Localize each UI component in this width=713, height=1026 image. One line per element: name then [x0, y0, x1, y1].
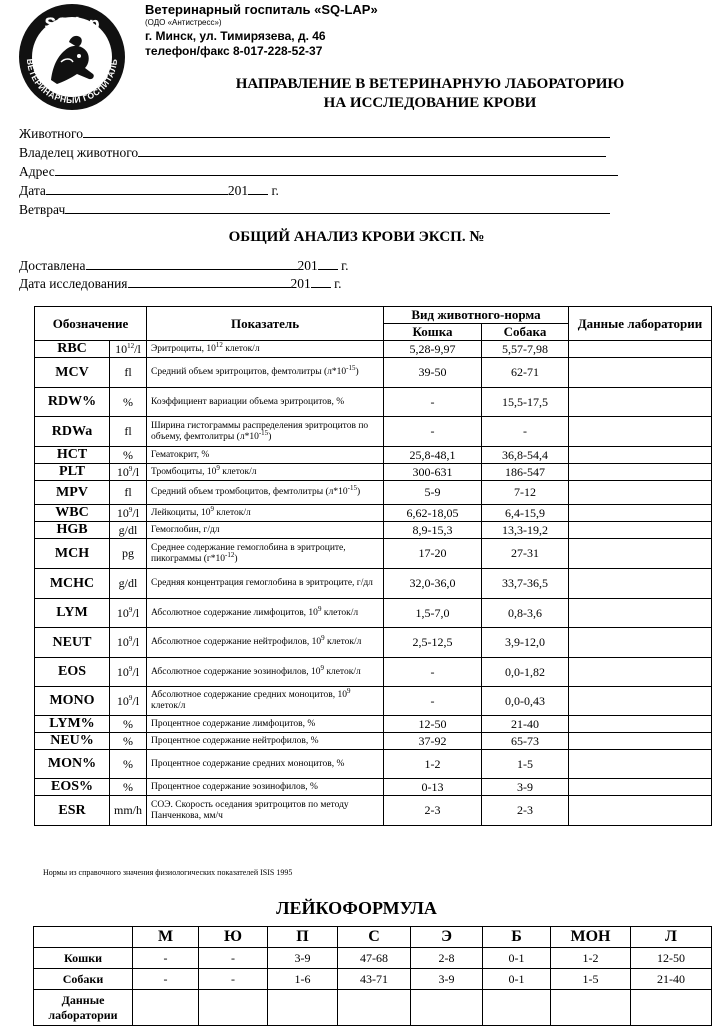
- code-cell: EOS: [35, 658, 110, 687]
- code-cell: MONO: [35, 687, 110, 716]
- leukoformula-table: [33, 926, 712, 1026]
- code-cell: NEUT: [35, 628, 110, 658]
- desc-cell: Коэффициент вариации объема эритроцитов, %: [147, 388, 384, 417]
- code-cell: HGB: [35, 522, 110, 539]
- unit-cell: $10^9/l$: [110, 658, 147, 687]
- cat-norm-cell: 5-9: [384, 481, 482, 505]
- code-cell: MCH: [35, 539, 110, 569]
- lab-value-cell[interactable]: [569, 569, 712, 599]
- unit-cell: fl: [110, 481, 147, 505]
- lab-value-cell[interactable]: [569, 599, 712, 628]
- desc-cell: Средний объем эритроцитов, фемтолитры $(л*10^{-15})$: [147, 358, 384, 388]
- organization-block: [145, 2, 378, 59]
- header-cat: Кошка: [384, 324, 482, 341]
- leuko-value-cell: 2-8: [411, 948, 483, 969]
- dog-norm-cell: 15,5-17,5: [482, 388, 569, 417]
- cat-norm-cell: 39-50: [384, 358, 482, 388]
- table-row: [35, 341, 712, 358]
- leuko-value-cell: 3-9: [411, 969, 483, 990]
- lab-value-cell[interactable]: [569, 417, 712, 447]
- lab-value-cell[interactable]: [569, 796, 712, 826]
- code-cell: HCT: [35, 447, 110, 464]
- leuko-value-cell: 1-2: [551, 948, 631, 969]
- lab-value-cell[interactable]: [569, 539, 712, 569]
- dog-norm-cell: 0,0-0,43: [482, 687, 569, 716]
- table-row: [35, 796, 712, 826]
- table-row: [35, 358, 712, 388]
- code-cell: ESR: [35, 796, 110, 826]
- desc-cell: Процентное содержание эозинофилов, %: [147, 779, 384, 796]
- cat-norm-cell: 0-13: [384, 779, 482, 796]
- dog-norm-cell: 36,8-54,4: [482, 447, 569, 464]
- unit-cell: $10^9/l$: [110, 505, 147, 522]
- unit-cell: mm/h: [110, 796, 147, 826]
- unit-cell: g/dl: [110, 569, 147, 599]
- study-date-line[interactable]: [128, 275, 291, 288]
- table-row: [35, 522, 712, 539]
- title-line-2: НА ИССЛЕДОВАНИЕ КРОВИ: [323, 95, 537, 111]
- animal-line[interactable]: [83, 125, 610, 138]
- vet-line[interactable]: [65, 201, 610, 214]
- table-row: [35, 417, 712, 447]
- dog-norm-cell: 62-71: [482, 358, 569, 388]
- desc-cell: СОЭ. Скорость оседания эритроцитов по методу Панченкова, мм/ч: [147, 796, 384, 826]
- unit-cell: %: [110, 716, 147, 733]
- leuko-header-cell: П: [268, 927, 338, 948]
- dog-norm-cell: 186-547: [482, 464, 569, 481]
- code-cell: NEU%: [35, 733, 110, 750]
- leuko-header-cell: МОН: [551, 927, 631, 948]
- leuko-value-cell: 0-1: [483, 969, 551, 990]
- blood-analysis-table: [34, 306, 712, 826]
- unit-cell: fl: [110, 417, 147, 447]
- leuko-header-cell: Ю: [199, 927, 268, 948]
- unit-cell: $10^9/l$: [110, 599, 147, 628]
- cat-norm-cell: 1,5-7,0: [384, 599, 482, 628]
- lab-value-cell[interactable]: [569, 481, 712, 505]
- lab-value-cell[interactable]: [569, 505, 712, 522]
- table-row: [35, 539, 712, 569]
- field-delivered: Доставлена 201 г.: [19, 258, 349, 273]
- field-date: Дата 201 г.: [19, 183, 279, 198]
- desc-cell: Среднее содержание гемоглобина в эритроците, пикограммы $(г*10^{-12})$: [147, 539, 384, 569]
- cat-norm-cell: -: [384, 687, 482, 716]
- unit-cell: $10^9/l$: [110, 687, 147, 716]
- leuko-value-cell[interactable]: [551, 990, 631, 1026]
- header-code: Обозначение: [35, 307, 147, 341]
- desc-cell: Абсолютное содержание средних моноцитов, $10^9$ клеток/л: [147, 687, 384, 716]
- dog-norm-cell: -: [482, 417, 569, 447]
- desc-cell: Процентное содержание средних моноцитов, %: [147, 750, 384, 779]
- leuko-value-cell[interactable]: [268, 990, 338, 1026]
- desc-cell: Тромбоциты, $10^9$ клеток/л: [147, 464, 384, 481]
- desc-cell: Абсолютное содержание эозинофилов, $10^9$ клеток/л: [147, 658, 384, 687]
- leuko-row-label: Данные лаборатории: [34, 990, 133, 1026]
- code-cell: MCV: [35, 358, 110, 388]
- owner-line[interactable]: [138, 144, 606, 157]
- code-cell: MON%: [35, 750, 110, 779]
- unit-cell: pg: [110, 539, 147, 569]
- header-norm: Вид животного-норма: [384, 307, 569, 324]
- date-line[interactable]: [46, 182, 228, 195]
- lab-value-cell[interactable]: [569, 447, 712, 464]
- desc-cell: Средняя концентрация гемоглобина в эритроците, г/дл: [147, 569, 384, 599]
- cat-norm-cell: -: [384, 658, 482, 687]
- field-vet: Ветврач: [19, 201, 610, 218]
- lab-value-cell[interactable]: [569, 779, 712, 796]
- unit-cell: $10^9/l$: [110, 628, 147, 658]
- table-row: [35, 733, 712, 750]
- table-row: [35, 628, 712, 658]
- leuko-row: [34, 990, 712, 1026]
- dog-norm-cell: 3,9-12,0: [482, 628, 569, 658]
- leuko-value-cell[interactable]: [483, 990, 551, 1026]
- desc-cell: Процентное содержание лимфоцитов, %: [147, 716, 384, 733]
- desc-cell: Абсолютное содержание лимфоцитов, $10^9$ клеток/л: [147, 599, 384, 628]
- table-row: [35, 388, 712, 417]
- lab-value-cell[interactable]: [569, 358, 712, 388]
- unit-cell: fl: [110, 358, 147, 388]
- header-lab: Данные лаборатории: [569, 307, 712, 341]
- table-row: [35, 447, 712, 464]
- logo-ring-text: ВЕТЕРИНАРНЫЙ ГОСПИТАЛЬ: [24, 58, 120, 106]
- table-row: [35, 779, 712, 796]
- code-cell: LYM: [35, 599, 110, 628]
- table-row: [35, 505, 712, 522]
- dog-norm-cell: 0,8-3,6: [482, 599, 569, 628]
- unit-cell: $10^{12}/l$: [110, 341, 147, 358]
- cat-norm-cell: 8,9-15,3: [384, 522, 482, 539]
- cat-norm-cell: 37-92: [384, 733, 482, 750]
- dog-norm-cell: 3-9: [482, 779, 569, 796]
- field-study-date: Дата исследования 201 г.: [19, 276, 342, 291]
- leuko-value-cell: -: [199, 948, 268, 969]
- org-subtitle: (ОДО «Антистресс»): [145, 18, 222, 27]
- cat-norm-cell: 32,0-36,0: [384, 569, 482, 599]
- table-row: [35, 658, 712, 687]
- field-owner: Владелец животного: [19, 144, 606, 161]
- dog-norm-cell: 1-5: [482, 750, 569, 779]
- leuko-value-cell: -: [133, 969, 199, 990]
- cat-norm-cell: -: [384, 388, 482, 417]
- leuko-value-cell: 1-5: [551, 969, 631, 990]
- dog-norm-cell: 6,4-15,9: [482, 505, 569, 522]
- cat-norm-cell: -: [384, 417, 482, 447]
- code-cell: RDWa: [35, 417, 110, 447]
- norm-note: Нормы из справочного значения физиологических показателей ISIS 1995: [43, 868, 293, 877]
- table-row: [35, 687, 712, 716]
- field-animal: Животного: [19, 125, 610, 142]
- unit-cell: %: [110, 388, 147, 417]
- dog-norm-cell: 0,0-1,82: [482, 658, 569, 687]
- lab-value-cell[interactable]: [569, 341, 712, 358]
- desc-cell: Лейкоциты, $10^9$ клеток/л: [147, 505, 384, 522]
- org-address: г. Минск, ул. Тимирязева, д. 46: [145, 29, 326, 43]
- code-cell: EOS%: [35, 779, 110, 796]
- leuko-value-cell[interactable]: [199, 990, 268, 1026]
- cat-norm-cell: 2-3: [384, 796, 482, 826]
- table-row: [35, 599, 712, 628]
- code-cell: PLT: [35, 464, 110, 481]
- delivered-line[interactable]: [86, 257, 298, 270]
- cat-norm-cell: 6,62-18,05: [384, 505, 482, 522]
- desc-cell: Ширина гистограммы распределения эритроцитов по объему, фемтолитры $(л*10^{-15})$: [147, 417, 384, 447]
- address-line[interactable]: [55, 163, 618, 176]
- lab-value-cell[interactable]: [569, 733, 712, 750]
- lab-value-cell[interactable]: [569, 750, 712, 779]
- unit-cell: $10^9/l$: [110, 464, 147, 481]
- unit-cell: %: [110, 733, 147, 750]
- code-cell: RDW%: [35, 388, 110, 417]
- field-address: Адрес: [19, 163, 618, 180]
- leuko-value-cell: 0-1: [483, 948, 551, 969]
- header-dog: Собака: [482, 324, 569, 341]
- cat-norm-cell: 12-50: [384, 716, 482, 733]
- table-row: [35, 750, 712, 779]
- dog-norm-cell: 65-73: [482, 733, 569, 750]
- cat-norm-cell: 25,8-48,1: [384, 447, 482, 464]
- code-cell: RBC: [35, 341, 110, 358]
- leuko-value-cell: -: [199, 969, 268, 990]
- cat-norm-cell: 17-20: [384, 539, 482, 569]
- lab-value-cell[interactable]: [569, 716, 712, 733]
- document-title: [225, 75, 635, 113]
- unit-cell: g/dl: [110, 522, 147, 539]
- leuko-row: [34, 969, 712, 990]
- dog-norm-cell: 7-12: [482, 481, 569, 505]
- code-cell: MPV: [35, 481, 110, 505]
- leuko-header-cell: С: [338, 927, 411, 948]
- table-row: [35, 569, 712, 599]
- lab-value-cell[interactable]: [569, 628, 712, 658]
- leuko-header-cell: М: [133, 927, 199, 948]
- leuko-value-cell[interactable]: [411, 990, 483, 1026]
- org-phone: телефон/факс 8-017-228-52-37: [145, 44, 323, 58]
- leuko-value-cell: 43-71: [338, 969, 411, 990]
- leuko-header-cell: Л: [631, 927, 712, 948]
- desc-cell: Абсолютное содержание нейтрофилов, $10^9$ клеток/л: [147, 628, 384, 658]
- cat-norm-cell: 1-2: [384, 750, 482, 779]
- code-cell: LYM%: [35, 716, 110, 733]
- dog-norm-cell: 21-40: [482, 716, 569, 733]
- desc-cell: Процентное содержание нейтрофилов, %: [147, 733, 384, 750]
- leuko-value-cell: 12-50: [631, 948, 712, 969]
- hospital-logo: [13, 2, 131, 112]
- leuko-value-cell[interactable]: [133, 990, 199, 1026]
- lab-value-cell[interactable]: [569, 658, 712, 687]
- unit-cell: %: [110, 750, 147, 779]
- leuko-row: [34, 948, 712, 969]
- dog-norm-cell: 13,3-19,2: [482, 522, 569, 539]
- leuko-value-cell: -: [133, 948, 199, 969]
- leuko-header-cell: Б: [483, 927, 551, 948]
- unit-cell: %: [110, 779, 147, 796]
- desc-cell: Гемоглобин, г/дл: [147, 522, 384, 539]
- lab-value-cell[interactable]: [569, 687, 712, 716]
- leuko-value-cell[interactable]: [631, 990, 712, 1026]
- desc-cell: Средний объем тромбоцитов, фемтолитры $(л*10^{-15})$: [147, 481, 384, 505]
- leuko-value-cell: 3-9: [268, 948, 338, 969]
- lab-value-cell[interactable]: [569, 464, 712, 481]
- dog-norm-cell: 33,7-36,5: [482, 569, 569, 599]
- desc-cell: Гематокрит, %: [147, 447, 384, 464]
- cat-norm-cell: 5,28-9,97: [384, 341, 482, 358]
- leuko-value-cell: 21-40: [631, 969, 712, 990]
- desc-cell: Эритроциты, $10^{12}$ клеток/л: [147, 341, 384, 358]
- cat-norm-cell: 2,5-12,5: [384, 628, 482, 658]
- code-cell: WBC: [35, 505, 110, 522]
- code-cell: MCHC: [35, 569, 110, 599]
- dog-norm-cell: 2-3: [482, 796, 569, 826]
- leuko-value-cell: 1-6: [268, 969, 338, 990]
- dog-norm-cell: 27-31: [482, 539, 569, 569]
- org-name: Ветеринарный госпиталь «SQ-LAP»: [145, 2, 378, 17]
- table-row: [35, 481, 712, 505]
- dog-norm-cell: 5,57-7,98: [482, 341, 569, 358]
- leuko-value-cell[interactable]: [338, 990, 411, 1026]
- header-indicator: Показатель: [147, 307, 384, 341]
- table-row: [35, 716, 712, 733]
- leuko-row-label: Кошки: [34, 948, 133, 969]
- lab-value-cell[interactable]: [569, 522, 712, 539]
- section-title: ОБЩИЙ АНАЛИЗ КРОВИ ЭКСП. №: [228, 229, 485, 245]
- cat-norm-cell: 300-631: [384, 464, 482, 481]
- table-row: [35, 464, 712, 481]
- leuko-header-cell: Э: [411, 927, 483, 948]
- leuko-value-cell: 47-68: [338, 948, 411, 969]
- logo-brand-text: SQ-lap: [44, 14, 100, 33]
- leuko-row-label: Собаки: [34, 969, 133, 990]
- leuko-title: ЛЕЙКОФОРМУЛА: [276, 898, 437, 918]
- lab-value-cell[interactable]: [569, 388, 712, 417]
- unit-cell: %: [110, 447, 147, 464]
- title-line-1: НАПРАВЛЕНИЕ В ВЕТЕРИНАРНУЮ ЛАБОРАТОРИЮ: [235, 76, 625, 92]
